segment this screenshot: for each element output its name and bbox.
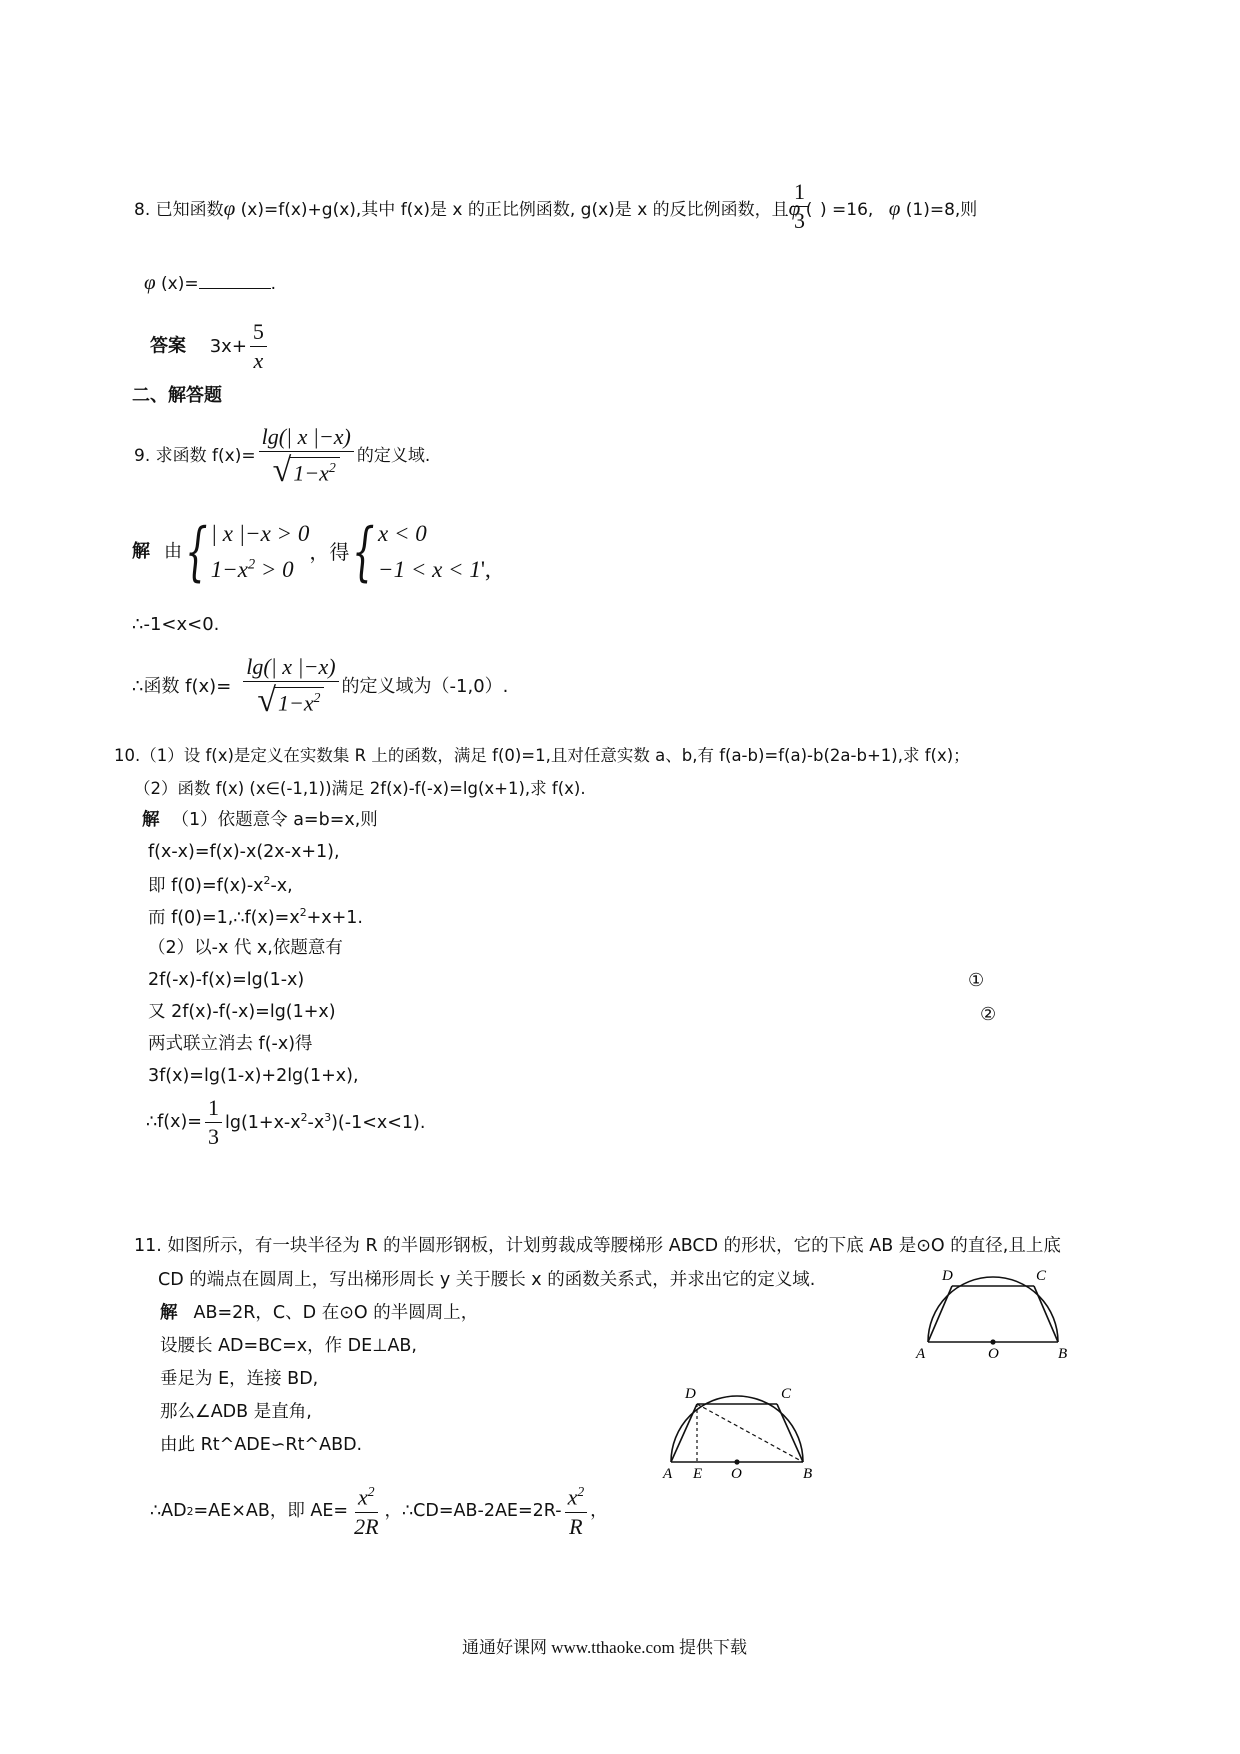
p10-sol-3-a: 即 f(0)=f(x)-x (148, 875, 264, 896)
system-1-row-2: 1−x (210, 557, 248, 582)
problem-10-q2: （2）函数 f(x) (x∈(-1,1))满足 2f(x)-f(-x)=lg(x+1),求 f(x). (134, 779, 586, 798)
p11-sol-1-text: AB=2R，C、D 在⊙O 的半圆周上， (193, 1303, 479, 1323)
problem-8-line1-end (820, 196, 977, 221)
p10-sol-4-a: 而 f(0)=1,∴f(x)=x (148, 907, 300, 928)
fig2-label-e: E (693, 1466, 703, 1482)
problem-9-lead: 9. 求函数 f(x)= (134, 446, 256, 467)
system-2-end: ', (480, 557, 491, 582)
p11-frac2-num-exp: 2 (577, 1484, 585, 1499)
therefore-line-2: ∴函数 f(x)= lg(| x |−x) √ $1-x^2$ 的定义域为（-1,0）. (132, 654, 509, 720)
p10-sol-1-text: （1）依题意令 a=b=x,则 (171, 810, 378, 830)
section-title-2: 二、解答题 (132, 385, 222, 406)
p10-sol-4-b: +x+1. (306, 907, 363, 928)
p10-frac-num: 1 (205, 1096, 222, 1123)
problem-8-line1 (134, 196, 812, 221)
equation-marker-2: ② (980, 1004, 997, 1025)
p10-sol-10 (146, 1096, 425, 1149)
fraction-denominator: 3 (794, 208, 805, 234)
problem-8-text-e: (1)=8,则 (900, 200, 978, 220)
p10-sol-10-a: lg(1+x-x (224, 1113, 301, 1134)
p10-sol-3-b: -x, (270, 875, 293, 896)
phi-symbol: φ (144, 270, 156, 294)
problem-9-solution (132, 515, 491, 589)
p10-sol-1 (142, 810, 378, 831)
p11-frac2-den: R (569, 1513, 583, 1539)
phi-symbol: φ (223, 196, 236, 220)
phi-symbol: φ (888, 196, 901, 220)
solution-get: ，得 (309, 540, 350, 564)
fig2-label-o: O (731, 1466, 742, 1482)
p10-sol-10-lead: ∴f(x)= (146, 1112, 202, 1133)
p10-sol-5: （2）以-x 代 x,依题意有 (148, 938, 343, 958)
p11-frac1-num: x (358, 1484, 368, 1510)
problem-8-text-a: 8. 已知函数 (134, 200, 224, 220)
p11-sol-2: 设腰长 AD=BC=x，作 DE⊥AB, (160, 1336, 417, 1356)
fig1-label-c: C (1036, 1268, 1047, 1284)
therefore-2-lead: ∴函数 f(x)= (132, 675, 232, 697)
equation-marker-1: ① (968, 970, 985, 991)
system-1-row-2-exp: 2 (247, 556, 256, 573)
domain-denominator-repeat-exp: 2 (313, 689, 321, 705)
solution-label: 解 (142, 810, 160, 830)
inequality-system-1: { | x |−x > 0 $1-x^2 > 0$ (185, 515, 310, 589)
therefore-line-1: ∴-1<x<0. (132, 614, 220, 635)
p11-sol-6-b: =AE×AB，即 AE= (193, 1500, 349, 1521)
problem-8-text-c: ( (800, 200, 813, 220)
fraction-one-third (788, 180, 811, 233)
p10-sol-3-exp: 2 (263, 874, 271, 887)
domain-denominator-repeat: 1−x (278, 690, 314, 716)
fig1-label-b: B (1058, 1346, 1068, 1362)
page-footer: 通通好课网 www.tthaoke.com 提供下载 (462, 1638, 748, 1657)
blank-suffix: . (270, 274, 277, 294)
inequality-system-2: { x < 0 −1 < x < 1', (352, 515, 491, 589)
p10-sol-7: 又 2f(x)-f(-x)=lg(1+x) (148, 1002, 336, 1022)
p10-sol-4 (148, 906, 363, 929)
problem-8-line2 (144, 270, 276, 295)
p10-sol-3 (148, 874, 293, 897)
p11-frac1-num-exp: 2 (367, 1484, 375, 1499)
p11-frac1-den: 2R (354, 1513, 379, 1539)
problem-8-text-d: ) =16, (820, 200, 874, 220)
system-2-row-1: x < 0 (378, 521, 427, 547)
p10-sol-9: 3f(x)=lg(1-x)+2lg(1+x), (148, 1066, 359, 1086)
system-2-row-2: −1 < x < 1 (378, 557, 481, 582)
p11-frac2-num: x (567, 1484, 578, 1510)
problem-9-question: 9. 求函数 f(x)= lg(| x |−x) √ $1-x^2$ 的定义域. (134, 424, 431, 490)
p10-sol-10-exp2: 3 (324, 1111, 332, 1125)
p11-sol-5: 由此 Rt^ADE∽Rt^ABD. (160, 1435, 363, 1455)
p10-sol-2: f(x-x)=f(x)-x(2x-x+1), (148, 842, 340, 862)
p11-sol-4: 那么∠ADB 是直角, (160, 1402, 312, 1422)
solution-by: 由 (164, 541, 182, 563)
p11-sol-6-exp: 2 (186, 1504, 194, 1518)
p11-sol-1 (160, 1303, 478, 1324)
system-1-row-2-rhs: > 0 (255, 557, 294, 582)
problem-10-q1: 10.（1）设 f(x)是定义在实数集 R 上的函数，满足 f(0)=1,且对任意实数 a、b,有 f(a-b)=f(a)-b(2a-b+1),求 f(x)； (114, 746, 970, 765)
problem-11-q1: 11. 如图所示，有一块半径为 R 的半圆形钢板，计划剪裁成等腰梯形 ABCD 的形状，它的下底 AB 是⊙O 的直径,且上底 (134, 1236, 1061, 1256)
answer-numerator: 5 (250, 320, 267, 347)
domain-denominator-exp: 2 (328, 459, 336, 475)
domain-denominator: 1−x (293, 460, 329, 486)
p10-sol-10-c: )(-1<x<1). (331, 1113, 426, 1134)
answer-lead: 3x+ (209, 335, 247, 357)
solution-label: 解 (160, 1303, 178, 1323)
problem-8-text-b: (x)=f(x)+g(x),其中 f(x)是 x 的正比例函数, g(x)是 x 的反比例函数，且 (235, 200, 789, 220)
problem-8-answer (150, 320, 270, 373)
p10-sol-4-exp: 2 (299, 906, 307, 919)
answer-denominator: x (253, 348, 264, 374)
fraction-numerator: 1 (791, 180, 808, 207)
problem-11-q2: CD 的端点在圆周上，写出梯形周长 y 关于腰长 x 的函数关系式，并求出它的定义域. (158, 1270, 816, 1290)
system-1-row-1: | x |−x > 0 (210, 521, 310, 547)
domain-numerator-repeat: lg(| x |−x) (243, 655, 338, 682)
fig1-label-o: O (988, 1346, 999, 1362)
p10-sol-10-b: -x (307, 1113, 325, 1134)
fig2-label-d: D (685, 1386, 696, 1402)
semicircle-trapezoid-figure (908, 1262, 1078, 1362)
p10-sol-10-exp1: 2 (300, 1111, 308, 1125)
domain-numerator: lg(| x |−x) (259, 425, 354, 452)
p11-sol-6-d: ， (590, 1500, 608, 1521)
p11-sol-6-c: ，∴CD=AB-2AE=2R- (384, 1500, 562, 1521)
blank-prefix: (x)= (155, 274, 199, 294)
fig1-label-d: D (942, 1268, 953, 1284)
fig2-label-b: B (803, 1466, 813, 1482)
therefore-2-tail: 的定义域为（-1,0）. (341, 675, 509, 697)
fig2-label-c: C (781, 1386, 792, 1402)
p10-frac-den: 3 (207, 1124, 219, 1150)
phi-symbol: φ (788, 196, 801, 220)
p10-sol-8: 两式联立消去 f(-x)得 (148, 1034, 313, 1054)
solution-label: 解 (132, 541, 150, 563)
fig2-label-a: A (663, 1466, 673, 1482)
p11-sol-6 (150, 1484, 608, 1539)
fig1-label-a: A (916, 1346, 926, 1362)
p11-sol-6-a: ∴AD (150, 1500, 187, 1521)
problem-9-tail: 的定义域. (356, 446, 431, 467)
answer-blank (199, 274, 271, 289)
p11-sol-3: 垂足为 E，连接 BD, (160, 1369, 319, 1389)
p10-sol-6: 2f(-x)-f(x)=lg(1-x) (148, 970, 305, 990)
answer-label: 答案 (150, 335, 186, 357)
semicircle-construction-figure (655, 1382, 825, 1482)
